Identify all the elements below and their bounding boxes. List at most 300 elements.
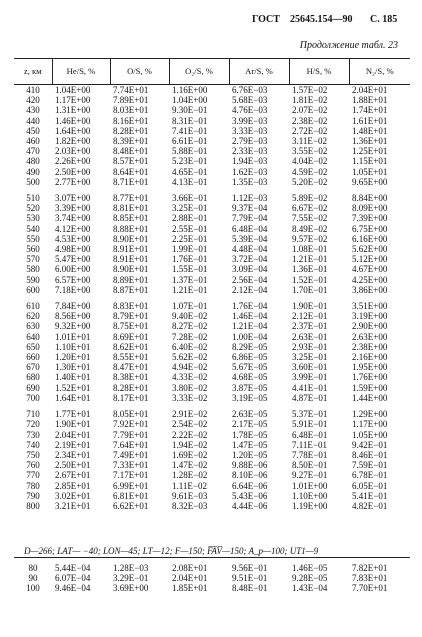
table-cell: 720 [26,419,40,430]
table-cell: 1.70E−01 [292,284,328,295]
table-row [14,332,410,342]
table-cell: 6.78E−01 [352,470,388,481]
table-row [14,440,410,450]
table-cell: 1.05E+00 [352,429,388,440]
table-row [14,501,410,511]
table-cell: 1.55E−01 [172,264,208,275]
table-cell: 1.46E+00 [55,115,91,126]
table-cell: 2.93E−01 [292,341,328,352]
table-cell: 4.68E−05 [232,372,268,383]
table-cell: 1.07E−01 [172,301,208,312]
table-cell: 2.37E−01 [292,321,328,332]
table-cell: 3.33E−02 [172,392,208,403]
table-cell: 2.88E−01 [172,213,208,224]
table-cell: 9.42E−01 [352,439,388,450]
table-cell: 760 [26,460,40,471]
table-row [14,95,410,105]
table-cell: 8.55E+01 [113,352,149,363]
column-header: z, км [14,59,52,85]
table-cell: 3.19E+00 [352,311,388,322]
table-cell: 540 [26,223,40,234]
table-cell: 8.03E+01 [113,105,149,116]
table-cell: 5.62E+00 [352,244,388,255]
table-cell: 8.28E+01 [113,125,149,136]
table-cell: 3.39E+00 [55,203,91,214]
table-cell: 4.13E−01 [172,176,208,187]
table-cell: 2.17E−05 [232,419,268,430]
table-cell: 1.35E−03 [232,176,268,187]
table-cell: 2.03E+00 [55,146,91,157]
table-cell: 8.49E−02 [292,223,328,234]
table-cell: 8.62E+01 [113,341,149,352]
table-cell: 2.33E−03 [232,146,268,157]
table-cell: 1.00E−04 [232,331,268,342]
table-cell: 3.66E−01 [172,193,208,204]
table-cell: 3.60E−01 [292,362,328,373]
table-row [14,301,410,311]
table-row [14,372,410,382]
table-cell: 1.61E+01 [352,115,388,126]
table-cell: 3.86E+00 [352,284,388,295]
table-cell: 1.82E+00 [55,136,91,147]
table-cell: 1.90E−01 [292,301,328,312]
table-cell: 1.30E+01 [55,362,91,373]
page-header [0,14,422,28]
table-cell: 1.59E+00 [352,382,388,393]
table-cell: 4.67E+00 [352,264,388,275]
table-row [14,583,410,593]
table-cell: 8.09E+00 [352,203,388,214]
table-row [14,126,410,136]
table-cell: 9.51E−01 [232,573,268,584]
table-cell: 1.78E−05 [232,429,268,440]
table-cell: 8.77E+01 [113,193,149,204]
table-cell: 9.88E−06 [232,460,268,471]
table-cell: 2.56E−04 [232,274,268,285]
table-cell: 730 [26,429,40,440]
table-cell: 8.39E+01 [113,136,149,147]
table-cell: 8.56E+00 [55,311,91,322]
table-cell: 5.43E−06 [232,490,268,501]
table-cell: 490 [26,166,40,177]
table-cell: 1.47E−05 [232,439,268,450]
table-row [14,393,410,403]
table-cell: 100 [26,583,40,594]
table-cell: 80 [28,563,38,573]
table-cell: 2.04E+01 [55,429,91,440]
table-cell: 2.04E+01 [352,85,388,95]
table-cell: 750 [26,449,40,460]
table-cell: 1.21E−04 [232,321,268,332]
table-cell: 8.89E+01 [113,274,149,285]
table-cell: 8.91E+01 [113,254,149,265]
table-cell: 2.19E+01 [55,439,91,450]
table-cell: 8.17E+01 [113,392,149,403]
table-cell: 4.87E−01 [292,392,328,403]
table-body [14,85,410,512]
table-cell: 6.07E−04 [55,573,91,584]
table-cell: 6.40E−02 [172,341,208,352]
table-cell: 6.61E−01 [172,136,208,147]
table-cell: 6.57E+00 [55,274,91,285]
table-cell: 1.08E−01 [292,244,328,255]
table-row [14,563,410,573]
column-header: O₂/S, % [169,59,229,85]
table-cell: 1.76E−01 [172,254,208,265]
table-cell: 1.16E+00 [172,85,208,95]
table-cell: 470 [26,146,40,157]
table-cell: 8.27E−02 [172,321,208,332]
table-cell: 9.32E+00 [55,321,91,332]
table-cell: 1.21E−01 [172,284,208,295]
table-cell: 9.57E−02 [292,233,328,244]
table-cell: 9.30E−01 [172,105,208,116]
table-cell: 3.07E+00 [55,193,91,204]
table-cell: 6.00E+00 [55,264,91,275]
table-cell: 510 [26,193,40,204]
table-cell: 2.34E+01 [55,449,91,460]
tail-divider [14,557,410,558]
table-cell: 1.11E−02 [172,480,207,491]
table-cell: 3.25E−01 [292,352,328,363]
parameters-line: D—266; LAT— −40; LON—45; LT—12; F—150; F̅A̅V̅—150; A_p—100; UT1—9 [24,546,319,556]
table-cell: 1.10E+00 [292,490,328,501]
table-cell: 7.59E−01 [352,460,388,471]
table-cell: 1.01E+00 [292,480,328,491]
table-cell: 1.52E+01 [55,382,91,393]
table-cell: 1.12E−03 [232,193,268,204]
table-row [14,224,410,234]
table-row [14,254,410,264]
table-cell: 4.94E−02 [172,362,208,373]
table-cell: 8.69E+01 [113,331,149,342]
table-cell: 1.43E−04 [292,583,328,594]
table-cell: 7.28E−02 [172,331,208,342]
table-cell: 1.57E−02 [292,85,328,95]
table-cell: 1.17E+00 [55,95,91,106]
table-cell: 1.94E−02 [172,439,208,450]
table-cell: 2.26E+00 [55,156,91,167]
table-cell: 1.21E−01 [292,254,328,265]
table-cell: 8.32E−03 [172,500,208,511]
table-cell: 1.46E−05 [292,563,328,573]
table-cell: 430 [26,105,40,116]
table-cell: 780 [26,480,40,491]
table-cell: 8.79E+01 [113,311,149,322]
table-cell: 790 [26,490,40,501]
table-cell: 580 [26,264,40,275]
table-cell: 2.38E+00 [352,341,388,352]
table-cell: 2.22E−02 [172,429,208,440]
table-cell: 7.83E+01 [352,573,388,584]
column-header: O/S, % [110,59,169,85]
table-cell: 1.19E+00 [292,500,328,511]
table-cell: 6.48E−04 [232,223,268,234]
table-cell: 2.12E−04 [232,284,268,295]
table-cell: 2.63E−05 [232,409,268,420]
table-cell: 7.17E+01 [113,470,149,481]
table-cell: 640 [26,331,40,342]
table-row [14,136,410,146]
table-cell: 4.41E−01 [292,382,328,393]
table-cell: 2.07E−02 [292,105,328,116]
page-number: С. 185 [370,14,398,25]
table-cell: 1.01E+01 [55,331,91,342]
table-cell: 8.71E+01 [113,176,149,187]
table-cell: 5.62E−02 [172,352,208,363]
table-cell: 3.19E−05 [232,392,268,403]
table-cell: 1.94E−03 [232,156,268,167]
table-cell: 8.47E+01 [113,362,149,373]
table-cell: 3.74E+00 [55,213,91,224]
tail-table-body [14,563,410,594]
table-cell: 1.37E−01 [172,274,208,285]
table-row [14,193,410,203]
table-cell: 7.18E+00 [55,284,91,295]
table-cell: 7.74E+01 [113,85,149,95]
table-cell: 6.86E−05 [232,352,268,363]
table-cell: 3.25E−01 [172,203,208,214]
table-cell: 7.84E+00 [55,301,91,312]
table-cell: 9.56E−01 [232,563,268,573]
table-row [14,234,410,244]
table-cell: 8.87E+01 [113,284,149,295]
table-cell: 8.57E+01 [113,156,149,167]
table-cell: 9.27E−01 [292,470,328,481]
table-cell: 8.29E−05 [232,341,268,352]
table-cell: 550 [26,233,40,244]
table-row [14,409,410,419]
table-cell: 1.76E−04 [232,301,268,312]
table-cell: 8.83E+01 [113,301,149,312]
table-cell: 2.08E+01 [172,563,208,573]
table-cell: 3.21E+01 [55,500,91,511]
table-row [14,491,410,501]
table-cell: 8.16E+01 [113,115,149,126]
table-cell: 690 [26,382,40,393]
column-header: He/S, % [52,59,110,85]
table-cell: 6.67E−02 [292,203,328,214]
table-cell: 6.48E−01 [292,429,328,440]
table-cell: 680 [26,372,40,383]
table-cell: 7.39E+00 [352,213,388,224]
table-cell: 1.36E+01 [352,136,388,147]
table-row [14,285,410,295]
table-cell: 2.25E−01 [172,233,208,244]
table-cell: 530 [26,213,40,224]
table-cell: 8.90E+01 [113,264,149,275]
table-row [14,264,410,274]
table-continuation-caption: Продолжение табл. 23 [299,40,398,51]
table-cell: 2.38E−02 [292,115,328,126]
table-header-row [14,59,410,85]
table-cell: 630 [26,321,40,332]
table-cell: 1.77E+01 [55,409,91,420]
table-cell: 6.76E−03 [232,85,268,95]
table-row [14,342,410,352]
table-cell: 800 [26,500,40,511]
table-cell: 4.25E+00 [352,274,388,285]
table-cell: 770 [26,470,40,481]
column-header: H/S, % [289,59,349,85]
tail-table [14,563,410,594]
table-cell: 3.33E−03 [232,125,268,136]
table-row [14,85,410,96]
table-row [14,167,410,177]
table-cell: 420 [26,95,40,106]
composition-table [14,58,410,511]
table-row [14,321,410,331]
table-cell: 1.28E−02 [172,470,208,481]
table-cell: 7.82E+01 [352,563,388,573]
table-cell: 9.37E−04 [232,203,268,214]
table-cell: 2.90E+00 [352,321,388,332]
table-cell: 1.69E−02 [172,449,208,460]
table-cell: 8.31E−01 [172,115,208,126]
table-row [14,383,410,393]
table-cell: 7.78E−01 [292,449,328,460]
table-cell: 1.31E+00 [55,105,91,116]
table-cell: 7.89E+01 [113,95,149,106]
table-cell: 8.38E+01 [113,372,149,383]
table-cell: 90 [28,573,38,584]
table-cell: 7.49E+01 [113,449,149,460]
table-cell: 8.10E−06 [232,470,268,481]
table-row [14,275,410,285]
table-cell: 410 [26,85,40,95]
table-cell: 7.33E+01 [113,460,149,471]
table-row [14,573,410,583]
table-cell: 1.28E−03 [113,563,149,573]
table-cell: 5.12E+00 [352,254,388,265]
table-cell: 2.67E+01 [55,470,91,481]
standard-label: ГОСТ [252,14,280,25]
table-cell: 9.61E−03 [172,490,208,501]
table-cell: 8.75E+01 [113,321,149,332]
table-cell: 1.88E+01 [352,95,388,106]
table-cell: 1.62E−03 [232,166,268,177]
table-row [14,203,410,213]
table-cell: 3.99E−03 [232,115,268,126]
table-cell: 1.10E+01 [55,341,91,352]
table-row [14,156,410,166]
table-row [14,146,410,156]
table-cell: 8.85E+01 [113,213,149,224]
table-cell: 3.99E−01 [292,372,328,383]
table-cell: 2.91E−02 [172,409,208,420]
table-cell: 460 [26,136,40,147]
table-cell: 2.04E+01 [172,573,208,584]
table-cell: 5.41E−01 [352,490,388,501]
table-cell: 8.81E+01 [113,203,149,214]
table-cell: 6.99E+01 [113,480,149,491]
table-row [14,177,410,187]
table-row [14,105,410,115]
table-cell: 4.48E−04 [232,244,268,255]
table-cell: 600 [26,284,40,295]
table-cell: 1.40E+01 [55,372,91,383]
table-cell: 6.75E+00 [352,223,388,234]
table-cell: 6.64E−06 [232,480,268,491]
table-cell: 2.55E−01 [172,223,208,234]
table-cell: 8.48E−01 [232,583,268,594]
table-row [14,481,410,491]
table-cell: 9.40E−02 [172,311,208,322]
table-cell: 650 [26,341,40,352]
table-row [14,430,410,440]
table-cell: 3.02E+01 [55,490,91,501]
table-cell: 2.85E+01 [55,480,91,491]
table-cell: 2.63E−01 [292,331,328,342]
table-row [14,460,410,470]
column-header: Ar/S, % [229,59,289,85]
table-cell: 2.72E−02 [292,125,328,136]
table-cell: 4.53E+00 [55,233,91,244]
table-cell: 1.05E+01 [352,166,388,177]
table-cell: 740 [26,439,40,450]
table-row [14,244,410,254]
table-cell: 1.81E−02 [292,95,328,106]
table-row [14,213,410,223]
table-cell: 1.76E+00 [352,372,388,383]
table-cell: 1.25E+01 [352,146,388,157]
table-cell: 2.50E+00 [55,166,91,177]
table-cell: 1.44E+00 [352,392,388,403]
table-cell: 3.29E−01 [113,573,149,584]
table-cell: 5.68E−03 [232,95,268,106]
table-cell: 1.47E−02 [172,460,208,471]
table-cell: 7.41E−01 [172,125,208,136]
table-cell: 1.52E−01 [292,274,328,285]
table-cell: 5.37E−01 [292,409,328,420]
table-cell: 8.48E+01 [113,146,149,157]
table-cell: 480 [26,156,40,167]
table-cell: 8.50E−01 [292,460,328,471]
table-cell: 4.65E−01 [172,166,208,177]
table-cell: 9.46E−04 [55,583,91,594]
standard-number: 25645.154—90 [290,14,353,25]
table-cell: 5.47E+00 [55,254,91,265]
table-cell: 6.81E+01 [113,490,149,501]
table-cell: 4.76E−03 [232,105,268,116]
table-cell: 8.90E+01 [113,233,149,244]
table-cell: 1.48E+01 [352,125,388,136]
table-cell: 5.88E−01 [172,146,208,157]
table-cell: 1.64E+01 [55,392,91,403]
table-row [14,311,410,321]
table-cell: 1.46E−04 [232,311,268,322]
table-cell: 8.84E+00 [352,193,388,204]
table-cell: 2.54E−02 [172,419,208,430]
table-cell: 8.28E+01 [113,382,149,393]
table-cell: 4.98E+00 [55,244,91,255]
table-cell: 450 [26,125,40,136]
table-cell: 1.99E−01 [172,244,208,255]
table-cell: 1.20E+01 [55,352,91,363]
table-cell: 500 [26,176,40,187]
table-cell: 5.39E−04 [232,233,268,244]
table-cell: 3.11E−02 [292,136,327,147]
table-cell: 9.28E−05 [292,573,328,584]
table-cell: 5.91E−01 [292,419,328,430]
table-cell: 1.90E+01 [55,419,91,430]
table-cell: 2.16E+00 [352,352,388,363]
table-cell: 7.70E+01 [352,583,388,594]
table-cell: 3.80E−02 [172,382,208,393]
table-cell: 2.79E−03 [232,136,268,147]
table-row [14,116,410,126]
table-cell: 5.89E−02 [292,193,328,204]
